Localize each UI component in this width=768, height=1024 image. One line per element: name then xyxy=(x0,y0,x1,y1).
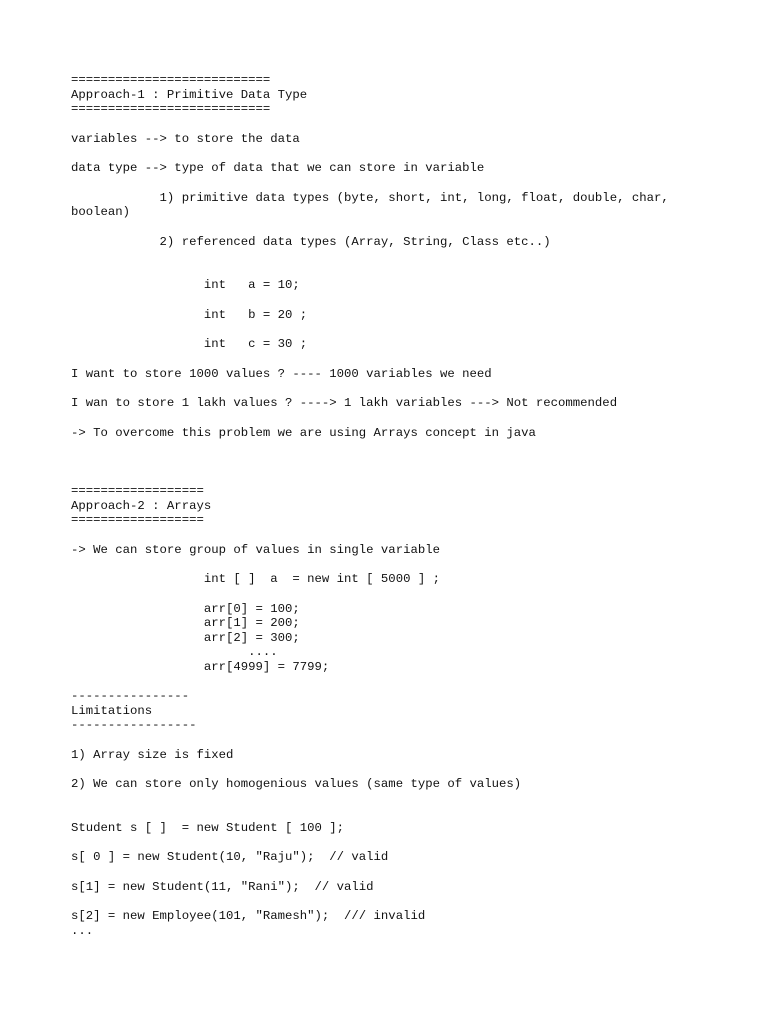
code-int-b: int b = 20 ; xyxy=(71,307,308,322)
limitations-heading: Limitations xyxy=(71,703,153,718)
code-s1: s[1] = new Student(11, "Rani"); // valid xyxy=(71,879,374,894)
variables-line: variables --> to store the data xyxy=(71,131,300,146)
code-s0: s[ 0 ] = new Student(10, "Raju"); // valid xyxy=(71,850,389,864)
limitations-rule-bottom: ----------------- xyxy=(71,718,197,732)
approach1-heading: Approach-1 : Primitive Data Type xyxy=(71,87,308,102)
limitation-item-2: 2) We can store only homogenious values (same type of values) xyxy=(71,777,522,791)
code-arr-4999: arr[4999] = 7799; xyxy=(71,659,330,674)
approach2-rule-bottom: ================== xyxy=(71,513,204,527)
code-dots: .... xyxy=(71,645,278,659)
group-values-line: -> We can store group of values in single variable xyxy=(71,542,440,557)
approach1-rule-top: =========================== xyxy=(71,73,271,87)
overcome-line: -> To overcome this problem we are using Arrays concept in java xyxy=(71,425,536,440)
referenced-types-line: 2) referenced data types (Array, String, Class etc..) xyxy=(71,234,551,249)
store-1000-line: I want to store 1000 values ? ---- 1000 variables we need xyxy=(71,366,492,381)
code-s2: s[2] = new Employee(101, "Ramesh"); /// invalid xyxy=(71,909,426,923)
approach1-rule-bottom: =========================== xyxy=(71,102,271,116)
primitive-types-line-wrap: boolean) xyxy=(71,205,131,219)
approach2-heading: Approach-2 : Arrays xyxy=(71,498,212,513)
approach2-rule-top: ================== xyxy=(71,484,204,498)
limitation-item-1: 1) Array size is fixed xyxy=(71,747,234,762)
data-type-line: data type --> type of data that we can store in variable xyxy=(71,161,485,175)
code-int-c: int c = 30 ; xyxy=(71,337,308,351)
primitive-types-line: 1) primitive data types (byte, short, int, long, float, double, char, xyxy=(71,190,669,205)
code-student-declaration: Student s [ ] = new Student [ 100 ]; xyxy=(71,820,345,835)
store-lakh-line: I wan to store 1 lakh values ? ----> 1 lakh variables ---> Not recommended xyxy=(71,396,618,410)
code-arr-0: arr[0] = 100; xyxy=(71,601,300,616)
code-arr-1: arr[1] = 200; xyxy=(71,616,300,630)
document-page xyxy=(71,73,711,938)
code-arr-2: arr[2] = 300; xyxy=(71,630,300,645)
limitations-rule-top: ---------------- xyxy=(71,689,190,703)
code-int-a: int a = 10; xyxy=(71,278,300,292)
code-ellipsis: ... xyxy=(71,923,94,938)
code-array-declaration: int [ ] a = new int [ 5000 ] ; xyxy=(71,572,440,586)
